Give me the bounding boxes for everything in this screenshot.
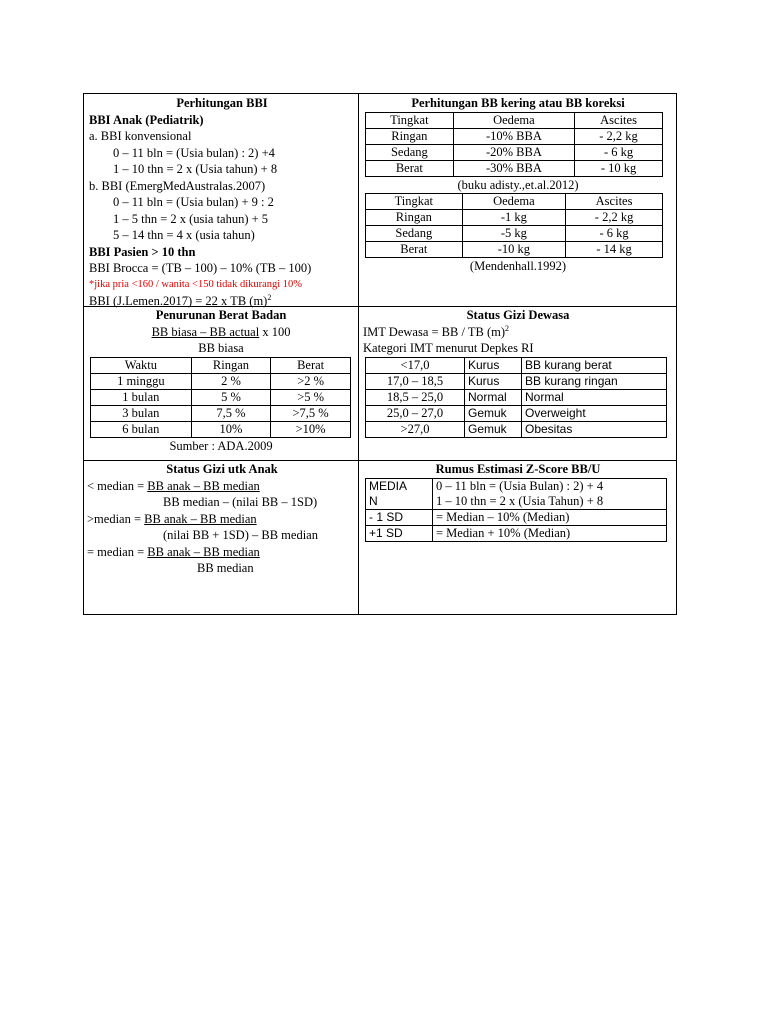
zscore-median-formula bbox=[433, 478, 667, 509]
table-cell: 1 bulan bbox=[91, 389, 192, 405]
table-cell: 1 minggu bbox=[91, 373, 192, 389]
table-cell: 2 % bbox=[191, 373, 271, 389]
anak-section bbox=[87, 461, 357, 577]
table-row bbox=[366, 160, 663, 176]
header-cell: Ringan bbox=[191, 357, 271, 373]
anak-l3-prefix: = median = bbox=[87, 544, 148, 559]
table-row bbox=[366, 112, 663, 128]
anak-l2-prefix: >median = bbox=[87, 511, 145, 526]
table-row bbox=[366, 226, 663, 242]
table-cell: = Median – 10% (Median) bbox=[433, 509, 667, 525]
table-row bbox=[366, 421, 667, 437]
anak-line-3 bbox=[87, 544, 357, 561]
table-row bbox=[91, 421, 351, 437]
koreksi-table-1 bbox=[365, 112, 663, 177]
table-cell: Berat bbox=[366, 160, 454, 176]
table-cell: >7,5 % bbox=[271, 405, 351, 421]
bbi-b-label: b. BBI (EmergMedAustralas.2007) bbox=[89, 178, 266, 193]
penurunan-source: Sumber : ADA.2009 bbox=[169, 438, 273, 453]
table-cell: 25,0 – 27,0 bbox=[366, 405, 465, 421]
zscore-median-line-2: 1 – 10 thn = 2 x (Usia Tahun) + 8 bbox=[436, 493, 604, 508]
bbi-a-line-2: 1 – 10 thn = 2 x (Usia tahun) + 8 bbox=[113, 162, 278, 176]
table-row bbox=[366, 194, 663, 210]
header-cell: Ascites bbox=[566, 194, 663, 210]
bbi-section bbox=[89, 95, 355, 310]
table-cell: 17,0 – 18,5 bbox=[366, 373, 465, 389]
dewasa-section bbox=[360, 307, 676, 438]
table-row bbox=[366, 210, 663, 226]
table-cell: >2 % bbox=[271, 373, 351, 389]
penurunan-table bbox=[90, 357, 351, 438]
table-row bbox=[366, 509, 667, 525]
header-cell: Tingkat bbox=[366, 194, 463, 210]
table-cell: 3 bulan bbox=[91, 405, 192, 421]
table-row bbox=[366, 128, 663, 144]
table-cell: - 14 kg bbox=[566, 242, 663, 258]
reference-sheet bbox=[83, 93, 677, 615]
table-row bbox=[91, 405, 351, 421]
table-cell: <17,0 bbox=[366, 357, 465, 373]
zscore-median-line-1: 0 – 11 bln = (Usia Bulan) : 2) + 4 bbox=[436, 478, 604, 493]
table-cell: - 2,2 kg bbox=[575, 128, 663, 144]
penurunan-section bbox=[84, 307, 358, 454]
table-cell: Kurus bbox=[465, 357, 522, 373]
table-cell: = Median + 10% (Median) bbox=[433, 525, 667, 541]
header-cell: Berat bbox=[271, 357, 351, 373]
anak-l3-numerator: BB anak – BB median bbox=[147, 544, 260, 559]
table-cell: Kurus bbox=[465, 373, 522, 389]
table-cell: >5 % bbox=[271, 389, 351, 405]
bbi-a-line-1: 0 – 11 bln = (Usia bulan) : 2) +4 bbox=[113, 145, 275, 160]
anak-l3-denominator: BB median bbox=[197, 561, 254, 575]
table-cell: >27,0 bbox=[366, 421, 465, 437]
table-row bbox=[91, 357, 351, 373]
table-cell: BB kurang ringan bbox=[522, 373, 667, 389]
anak-line-2 bbox=[87, 511, 357, 528]
bbi-b-line-3: 5 – 14 thn = 4 x (usia tahun) bbox=[113, 228, 255, 242]
table-cell: -30% BBA bbox=[453, 160, 574, 176]
zscore-section bbox=[360, 461, 676, 542]
table-row bbox=[366, 357, 667, 373]
bbi-lemen-sup: 2 bbox=[267, 292, 272, 302]
bbi-lemen-text: BBI (J.Lemen.2017) = 22 x TB (m) bbox=[89, 294, 268, 308]
zscore-median-label-2: N bbox=[369, 493, 378, 508]
bbi-b-line-1: 0 – 11 bln = (Usia bulan) + 9 : 2 bbox=[113, 195, 274, 209]
table-row bbox=[366, 373, 667, 389]
table-cell: Normal bbox=[522, 389, 667, 405]
anak-l1-denominator: BB median – (nilai BB – 1SD) bbox=[163, 495, 318, 509]
anak-line-1 bbox=[87, 478, 357, 495]
zscore-title: Rumus Estimasi Z-Score BB/U bbox=[435, 462, 601, 476]
bbi-note: *jika pria <160 / wanita <150 tidak dikurangi 10% bbox=[89, 278, 303, 290]
table-row bbox=[366, 478, 667, 509]
table-cell: BB kurang berat bbox=[522, 357, 667, 373]
koreksi-title: Perhitungan BB kering atau BB koreksi bbox=[411, 96, 625, 110]
table-cell: 7,5 % bbox=[191, 405, 271, 421]
table-cell: 5 % bbox=[191, 389, 271, 405]
header-cell: Oedema bbox=[462, 194, 565, 210]
table-cell: Ringan bbox=[366, 210, 463, 226]
table-row bbox=[91, 373, 351, 389]
header-cell: Waktu bbox=[91, 357, 192, 373]
anak-l2-denominator: (nilai BB + 1SD) – BB median bbox=[163, 528, 318, 542]
anak-l2-numerator: BB anak – BB median bbox=[144, 511, 257, 526]
dewasa-kategori: Kategori IMT menurut Depkes RI bbox=[363, 341, 534, 355]
table-cell: 18,5 – 25,0 bbox=[366, 389, 465, 405]
koreksi-table-2 bbox=[365, 193, 663, 258]
bbi-anak-heading: BBI Anak (Pediatrik) bbox=[89, 112, 204, 127]
bbi-b-line-2: 1 – 5 thn = 2 x (usia tahun) + 5 bbox=[113, 211, 269, 226]
table-cell: Overweight bbox=[522, 405, 667, 421]
table-row bbox=[366, 525, 667, 541]
koreksi-source-2: (Mendenhall.1992) bbox=[469, 259, 567, 273]
penurunan-formula-multiplier: x 100 bbox=[262, 324, 291, 339]
penurunan-formula-denominator: BB biasa bbox=[198, 341, 244, 355]
penurunan-title: Penurunan Berat Badan bbox=[155, 308, 287, 322]
bbi-a-label: a. BBI konvensional bbox=[89, 129, 192, 143]
koreksi-source-1: (buku adisty.,et.al.2012) bbox=[457, 177, 579, 192]
table-cell: Obesitas bbox=[522, 421, 667, 437]
table-cell: - 10 kg bbox=[575, 160, 663, 176]
table-cell: Normal bbox=[465, 389, 522, 405]
table-cell: -10 kg bbox=[462, 242, 565, 258]
bbi-brocca: BBI Brocca = (TB – 100) – 10% (TB – 100) bbox=[89, 261, 312, 275]
table-cell: -10% BBA bbox=[453, 128, 574, 144]
table-cell: Gemuk bbox=[465, 421, 522, 437]
zscore-median-label bbox=[366, 478, 433, 509]
zscore-median-label-1: MEDIA bbox=[369, 478, 408, 493]
table-cell: -1 kg bbox=[462, 210, 565, 226]
header-cell: Oedema bbox=[453, 112, 574, 128]
table-cell: Sedang bbox=[366, 226, 463, 242]
table-cell: - 1 SD bbox=[366, 509, 433, 525]
table-cell: Sedang bbox=[366, 144, 454, 160]
table-row bbox=[366, 242, 663, 258]
table-cell: - 6 kg bbox=[566, 226, 663, 242]
column-divider bbox=[358, 94, 359, 614]
anak-l1-prefix: < median = bbox=[87, 478, 148, 493]
table-cell: -20% BBA bbox=[453, 144, 574, 160]
bbi-pasien-heading: BBI Pasien > 10 thn bbox=[89, 244, 196, 259]
anak-title: Status Gizi utk Anak bbox=[166, 462, 278, 476]
table-row bbox=[366, 405, 667, 421]
dewasa-imt bbox=[360, 324, 676, 341]
penurunan-formula bbox=[84, 324, 358, 341]
anak-l1-numerator: BB anak – BB median bbox=[147, 478, 260, 493]
table-cell: - 2,2 kg bbox=[566, 210, 663, 226]
bbi-title: Perhitungan BBI bbox=[176, 96, 268, 110]
zscore-table bbox=[365, 478, 667, 542]
table-cell: Ringan bbox=[366, 128, 454, 144]
table-cell: 10% bbox=[191, 421, 271, 437]
table-cell: 6 bulan bbox=[91, 421, 192, 437]
table-row bbox=[366, 389, 667, 405]
koreksi-section bbox=[360, 95, 676, 275]
table-cell: -5 kg bbox=[462, 226, 565, 242]
table-cell: - 6 kg bbox=[575, 144, 663, 160]
table-row bbox=[91, 389, 351, 405]
dewasa-title: Status Gizi Dewasa bbox=[466, 308, 570, 322]
table-cell: Berat bbox=[366, 242, 463, 258]
table-cell: Gemuk bbox=[465, 405, 522, 421]
table-row bbox=[366, 144, 663, 160]
table-cell: >10% bbox=[271, 421, 351, 437]
header-cell: Ascites bbox=[575, 112, 663, 128]
penurunan-formula-numerator: BB biasa – BB actual bbox=[151, 324, 260, 339]
dewasa-imt-sup: 2 bbox=[505, 323, 509, 333]
header-cell: Tingkat bbox=[366, 112, 454, 128]
dewasa-imt-text: IMT Dewasa = BB / TB (m) bbox=[363, 324, 505, 339]
dewasa-table bbox=[365, 357, 667, 438]
table-cell: +1 SD bbox=[366, 525, 433, 541]
